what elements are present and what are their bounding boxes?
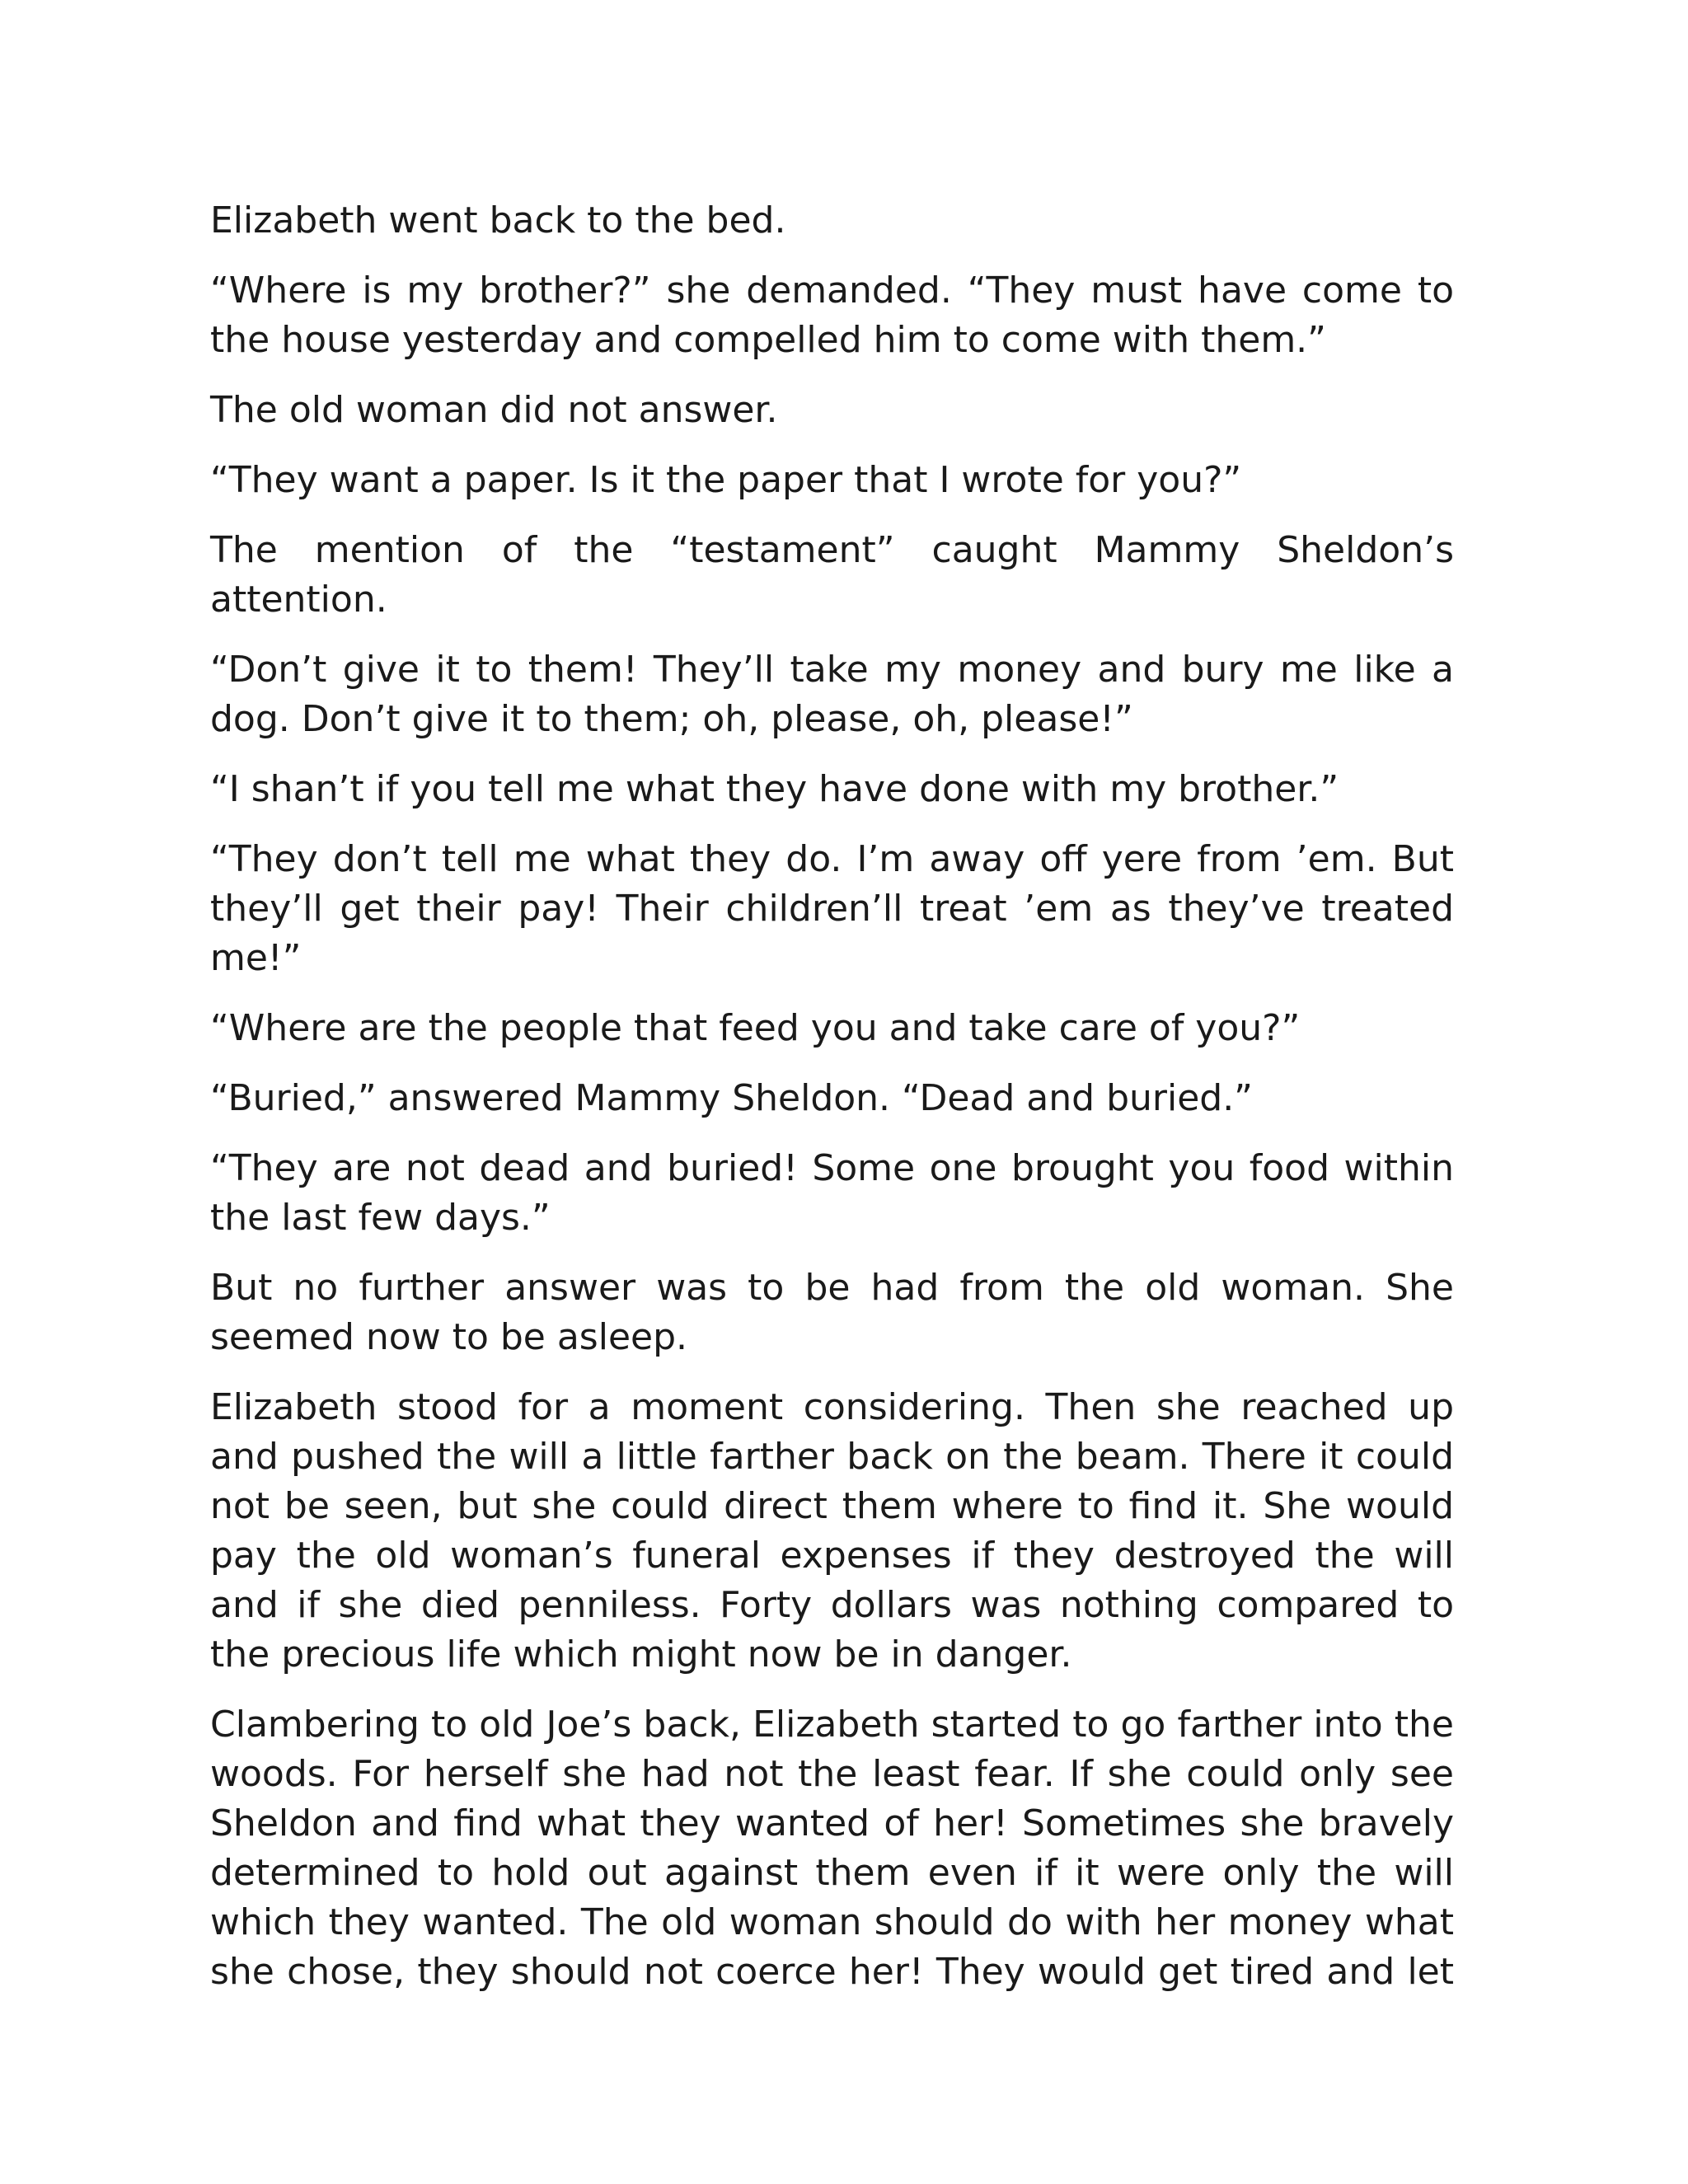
paragraph: “They want a paper. Is it the paper that I wrote for you?” bbox=[210, 459, 1242, 501]
paragraph: Elizabeth went back to the bed. bbox=[210, 199, 786, 241]
paragraph: “They are not dead and buried! Some one brought you food within the last few days.” bbox=[210, 1147, 1454, 1239]
paragraph: But no further answer was to be had from the old woman. She seemed now to be asleep. bbox=[210, 1267, 1454, 1358]
paragraph: “They don’t tell me what they do. I’m away off yere from ’em. But they’ll get their pay! Their children’ll treat ’em as they’ve treated me!” bbox=[210, 838, 1454, 979]
paragraph: “Where is my brother?” she demanded. “They must have come to the house yesterday and compelled him to come with them.” bbox=[210, 269, 1454, 361]
paragraph: Clambering to old Joe’s back, Elizabeth started to go farther into the woods. For herself she had not the least fear. If she could only see Sheldon and find what they wanted of her! Sometimes she bravely determined to hold out against them even if it were only the will which they wanted. The old woman should do with her money what she chose, they should not coerce her! They would get tired and let bbox=[210, 1704, 1454, 1993]
paragraph: The old woman did not answer. bbox=[210, 389, 778, 431]
paragraph: “I shan’t if you tell me what they have done with my brother.” bbox=[210, 768, 1339, 810]
paragraph: The mention of the “testament” caught Mammy Sheldon’s attention. bbox=[210, 529, 1454, 621]
paragraph: Elizabeth stood for a moment considering. Then she reached up and pushed the will a little farther back on the beam. There it could not be seen, but she could direct them where to find it. She would pay the old woman’s funeral expenses if they destroyed the will and if she died penniless. Forty dollars was nothing compared to the precious life which might now be in danger. bbox=[210, 1386, 1454, 1675]
paragraph: “Where are the people that feed you and take care of you?” bbox=[210, 1007, 1301, 1049]
paragraph: “Buried,” answered Mammy Sheldon. “Dead and buried.” bbox=[210, 1077, 1253, 1119]
paragraph: “Don’t give it to them! They’ll take my money and bury me like a dog. Don’t give it to them; oh, please, oh, please!” bbox=[210, 649, 1454, 740]
page-body bbox=[210, 196, 1454, 1997]
